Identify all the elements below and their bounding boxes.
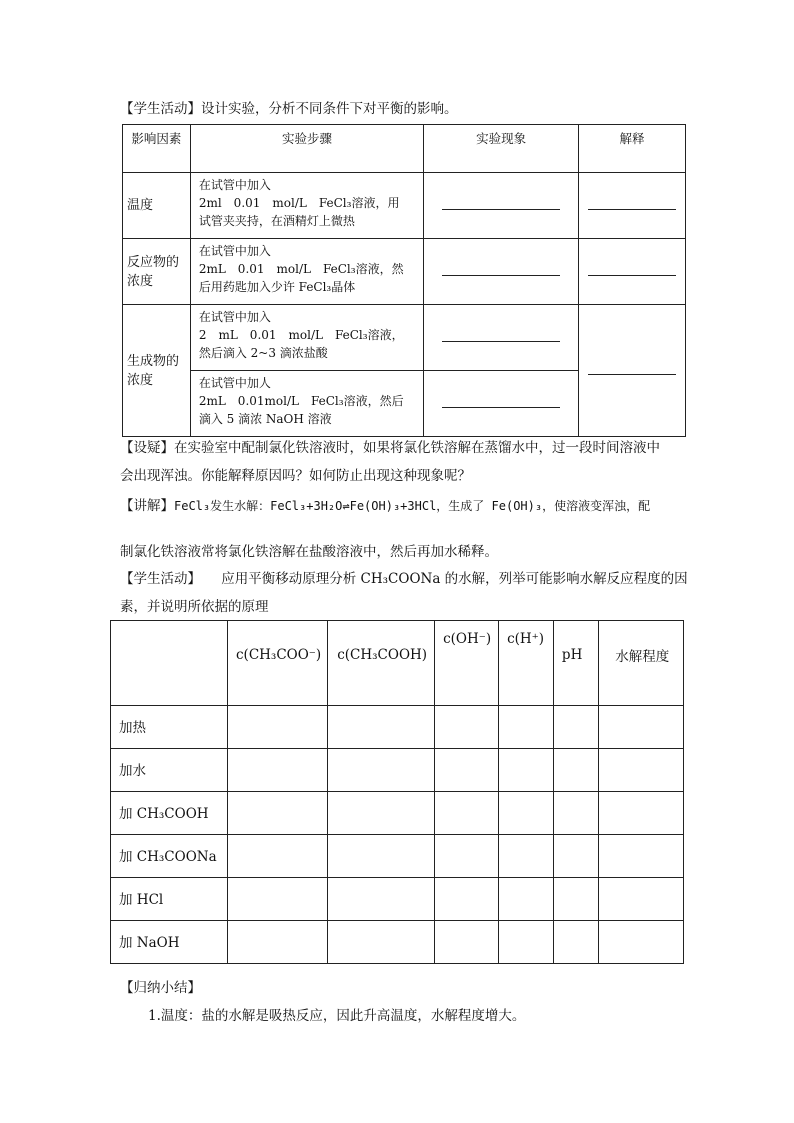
table-cell[interactable] <box>228 878 328 921</box>
step-line: 滴入 5 滴浓 NaOH 溶液 <box>198 412 332 426</box>
explain-line1 <box>120 494 650 514</box>
explain-text: FeCl₃发生水解：FeCl₃+3H₂O⇌Fe(OH)₃+3HCl，生成了 Fe(OH)₃，使溶液变浑浊，配 <box>174 499 651 513</box>
table-cell[interactable] <box>328 835 435 878</box>
header-explanation: 解释 <box>579 125 686 173</box>
phenomenon-cell[interactable] <box>424 173 579 239</box>
table-cell[interactable] <box>553 706 599 749</box>
answer-blank[interactable] <box>442 197 560 210</box>
question-text: 在实验室中配制氯化铁溶液时，如果将氯化铁溶解在蒸馏水中，过一段时间溶液中 <box>174 440 660 456</box>
table-cell[interactable] <box>553 921 599 964</box>
table-cell[interactable] <box>553 749 599 792</box>
header-c-h: c(H⁺) <box>499 621 554 706</box>
table-cell[interactable] <box>435 835 499 878</box>
table-row <box>111 706 684 749</box>
answer-blank[interactable] <box>588 263 676 276</box>
table-cell[interactable] <box>553 792 599 835</box>
step-line: 在试管中加人 <box>198 376 271 390</box>
table-row <box>111 878 684 921</box>
step-line: 在试管中加入 <box>198 310 271 324</box>
header-factor: 影响因素 <box>123 125 191 173</box>
activity1-text: 设计实验，分析不同条件下对平衡的影响。 <box>201 101 458 117</box>
header-phenomenon: 实验现象 <box>424 125 579 173</box>
question-line1 <box>120 436 660 456</box>
table-cell[interactable] <box>553 835 599 878</box>
explanation-cell[interactable] <box>579 173 686 239</box>
activity2-line2: 素，并说明所依据的原理 <box>120 599 269 615</box>
step-cell <box>190 305 423 371</box>
table-cell[interactable] <box>328 921 435 964</box>
header-c-oh: c(OH⁻) <box>435 621 499 706</box>
factor-product-concentration: 生成物的浓度 <box>123 305 191 437</box>
header-c-ch3cooh: c(CH₃COOH) <box>328 621 435 706</box>
table-row <box>111 835 684 878</box>
question-bracket: 【设疑】 <box>120 440 174 456</box>
step-line: 在试管中加入 <box>198 244 271 258</box>
table-cell[interactable] <box>228 921 328 964</box>
table-cell[interactable] <box>499 921 554 964</box>
row-label-naoh: 加 NaOH <box>111 921 228 964</box>
table-cell[interactable] <box>499 706 554 749</box>
table-row <box>123 173 686 239</box>
table-cell[interactable] <box>435 792 499 835</box>
step-line: 2mL 0.01 mol/L FeCl₃溶液，然 <box>198 262 404 276</box>
summary-bracket: 【归纳小结】 <box>120 980 201 996</box>
table-cell[interactable] <box>435 706 499 749</box>
table-cell[interactable] <box>499 749 554 792</box>
table-row <box>111 792 684 835</box>
table-cell[interactable] <box>599 835 684 878</box>
answer-blank[interactable] <box>442 263 560 276</box>
table-row <box>111 749 684 792</box>
table-cell[interactable] <box>435 921 499 964</box>
step-line: 试管夹夹持，在酒精灯上微热 <box>198 214 355 228</box>
table-cell[interactable] <box>328 706 435 749</box>
step-cell <box>190 239 423 305</box>
header-ph: pH <box>553 621 599 706</box>
table-cell[interactable] <box>499 835 554 878</box>
row-label-ch3cooh: 加 CH₃COOH <box>111 792 228 835</box>
activity2-text: 应用平衡移动原理分析 CH₃COONa 的水解，列举可能影响水解反应程度的因 <box>194 571 688 587</box>
explain-bracket: 【讲解】 <box>120 498 174 514</box>
explanation-cell[interactable] <box>579 305 686 437</box>
step-line: 后用药匙加入少许 FeCl₃晶体 <box>198 280 356 294</box>
experiment-table <box>122 124 686 437</box>
table-row <box>123 239 686 305</box>
table-cell[interactable] <box>599 792 684 835</box>
answer-blank[interactable] <box>442 395 560 408</box>
table-cell[interactable] <box>499 792 554 835</box>
table-cell[interactable] <box>599 878 684 921</box>
table-cell[interactable] <box>599 921 684 964</box>
table-cell[interactable] <box>553 878 599 921</box>
experiment-table-header <box>123 125 686 173</box>
phenomenon-cell[interactable] <box>424 305 579 371</box>
table-cell[interactable] <box>228 706 328 749</box>
header-c-ch3coo: c(CH₃COO⁻) <box>228 621 328 706</box>
row-label-heat: 加热 <box>111 706 228 749</box>
factor-reactant-concentration: 反应物的浓度 <box>123 239 191 305</box>
table-cell[interactable] <box>599 706 684 749</box>
activity2-bracket: 【学生活动】 <box>120 571 195 587</box>
table-row <box>123 305 686 371</box>
step-line: 2mL 0.01mol/L FeCl₃溶液，然后 <box>198 394 404 408</box>
table-cell[interactable] <box>228 792 328 835</box>
phenomenon-cell[interactable] <box>424 239 579 305</box>
table-cell[interactable] <box>435 878 499 921</box>
step-cell <box>190 371 423 437</box>
answer-blank[interactable] <box>588 362 676 375</box>
header-empty <box>111 621 228 706</box>
summary-title <box>120 976 201 996</box>
row-label-hcl: 加 HCl <box>111 878 228 921</box>
table-cell[interactable] <box>599 749 684 792</box>
step-line: 2ml 0.01 mol/L FeCl₃溶液，用 <box>198 196 400 210</box>
table-cell[interactable] <box>328 878 435 921</box>
activity1-bracket: 【学生活动】 <box>120 101 201 117</box>
step-cell <box>190 173 423 239</box>
hydrolysis-table <box>110 620 684 964</box>
table-cell[interactable] <box>499 878 554 921</box>
summary-item-1: 1.温度：盐的水解是吸热反应，因此升高温度，水解程度增大。 <box>148 1008 526 1024</box>
header-steps: 实验步骤 <box>190 125 423 173</box>
factor-temperature: 温度 <box>123 173 191 239</box>
answer-blank[interactable] <box>442 329 560 342</box>
hydrolysis-table-header <box>111 621 684 706</box>
explanation-cell[interactable] <box>579 239 686 305</box>
phenomenon-cell[interactable] <box>424 371 579 437</box>
explain-line2: 制氯化铁溶液常将氯化铁溶解在盐酸溶液中，然后再加水稀释。 <box>120 544 498 560</box>
row-label-ch3coona: 加 CH₃COONa <box>111 835 228 878</box>
answer-blank[interactable] <box>588 197 676 210</box>
activity2-line1 <box>120 567 688 587</box>
question-line2: 会出现浑浊。你能解释原因吗？如何防止出现这种现象呢？ <box>120 468 471 484</box>
table-cell[interactable] <box>328 749 435 792</box>
step-line: 在试管中加入 <box>198 178 271 192</box>
table-cell[interactable] <box>328 792 435 835</box>
table-cell[interactable] <box>228 749 328 792</box>
activity1-line <box>120 97 458 117</box>
step-line: 2 mL 0.01 mol/L FeCl₃溶液， <box>198 328 404 342</box>
table-row <box>111 921 684 964</box>
step-line: 然后滴入 2~3 滴浓盐酸 <box>198 346 328 360</box>
header-hydrolysis-degree: 水解程度 <box>599 621 684 706</box>
row-label-water: 加水 <box>111 749 228 792</box>
table-cell[interactable] <box>435 749 499 792</box>
table-cell[interactable] <box>228 835 328 878</box>
